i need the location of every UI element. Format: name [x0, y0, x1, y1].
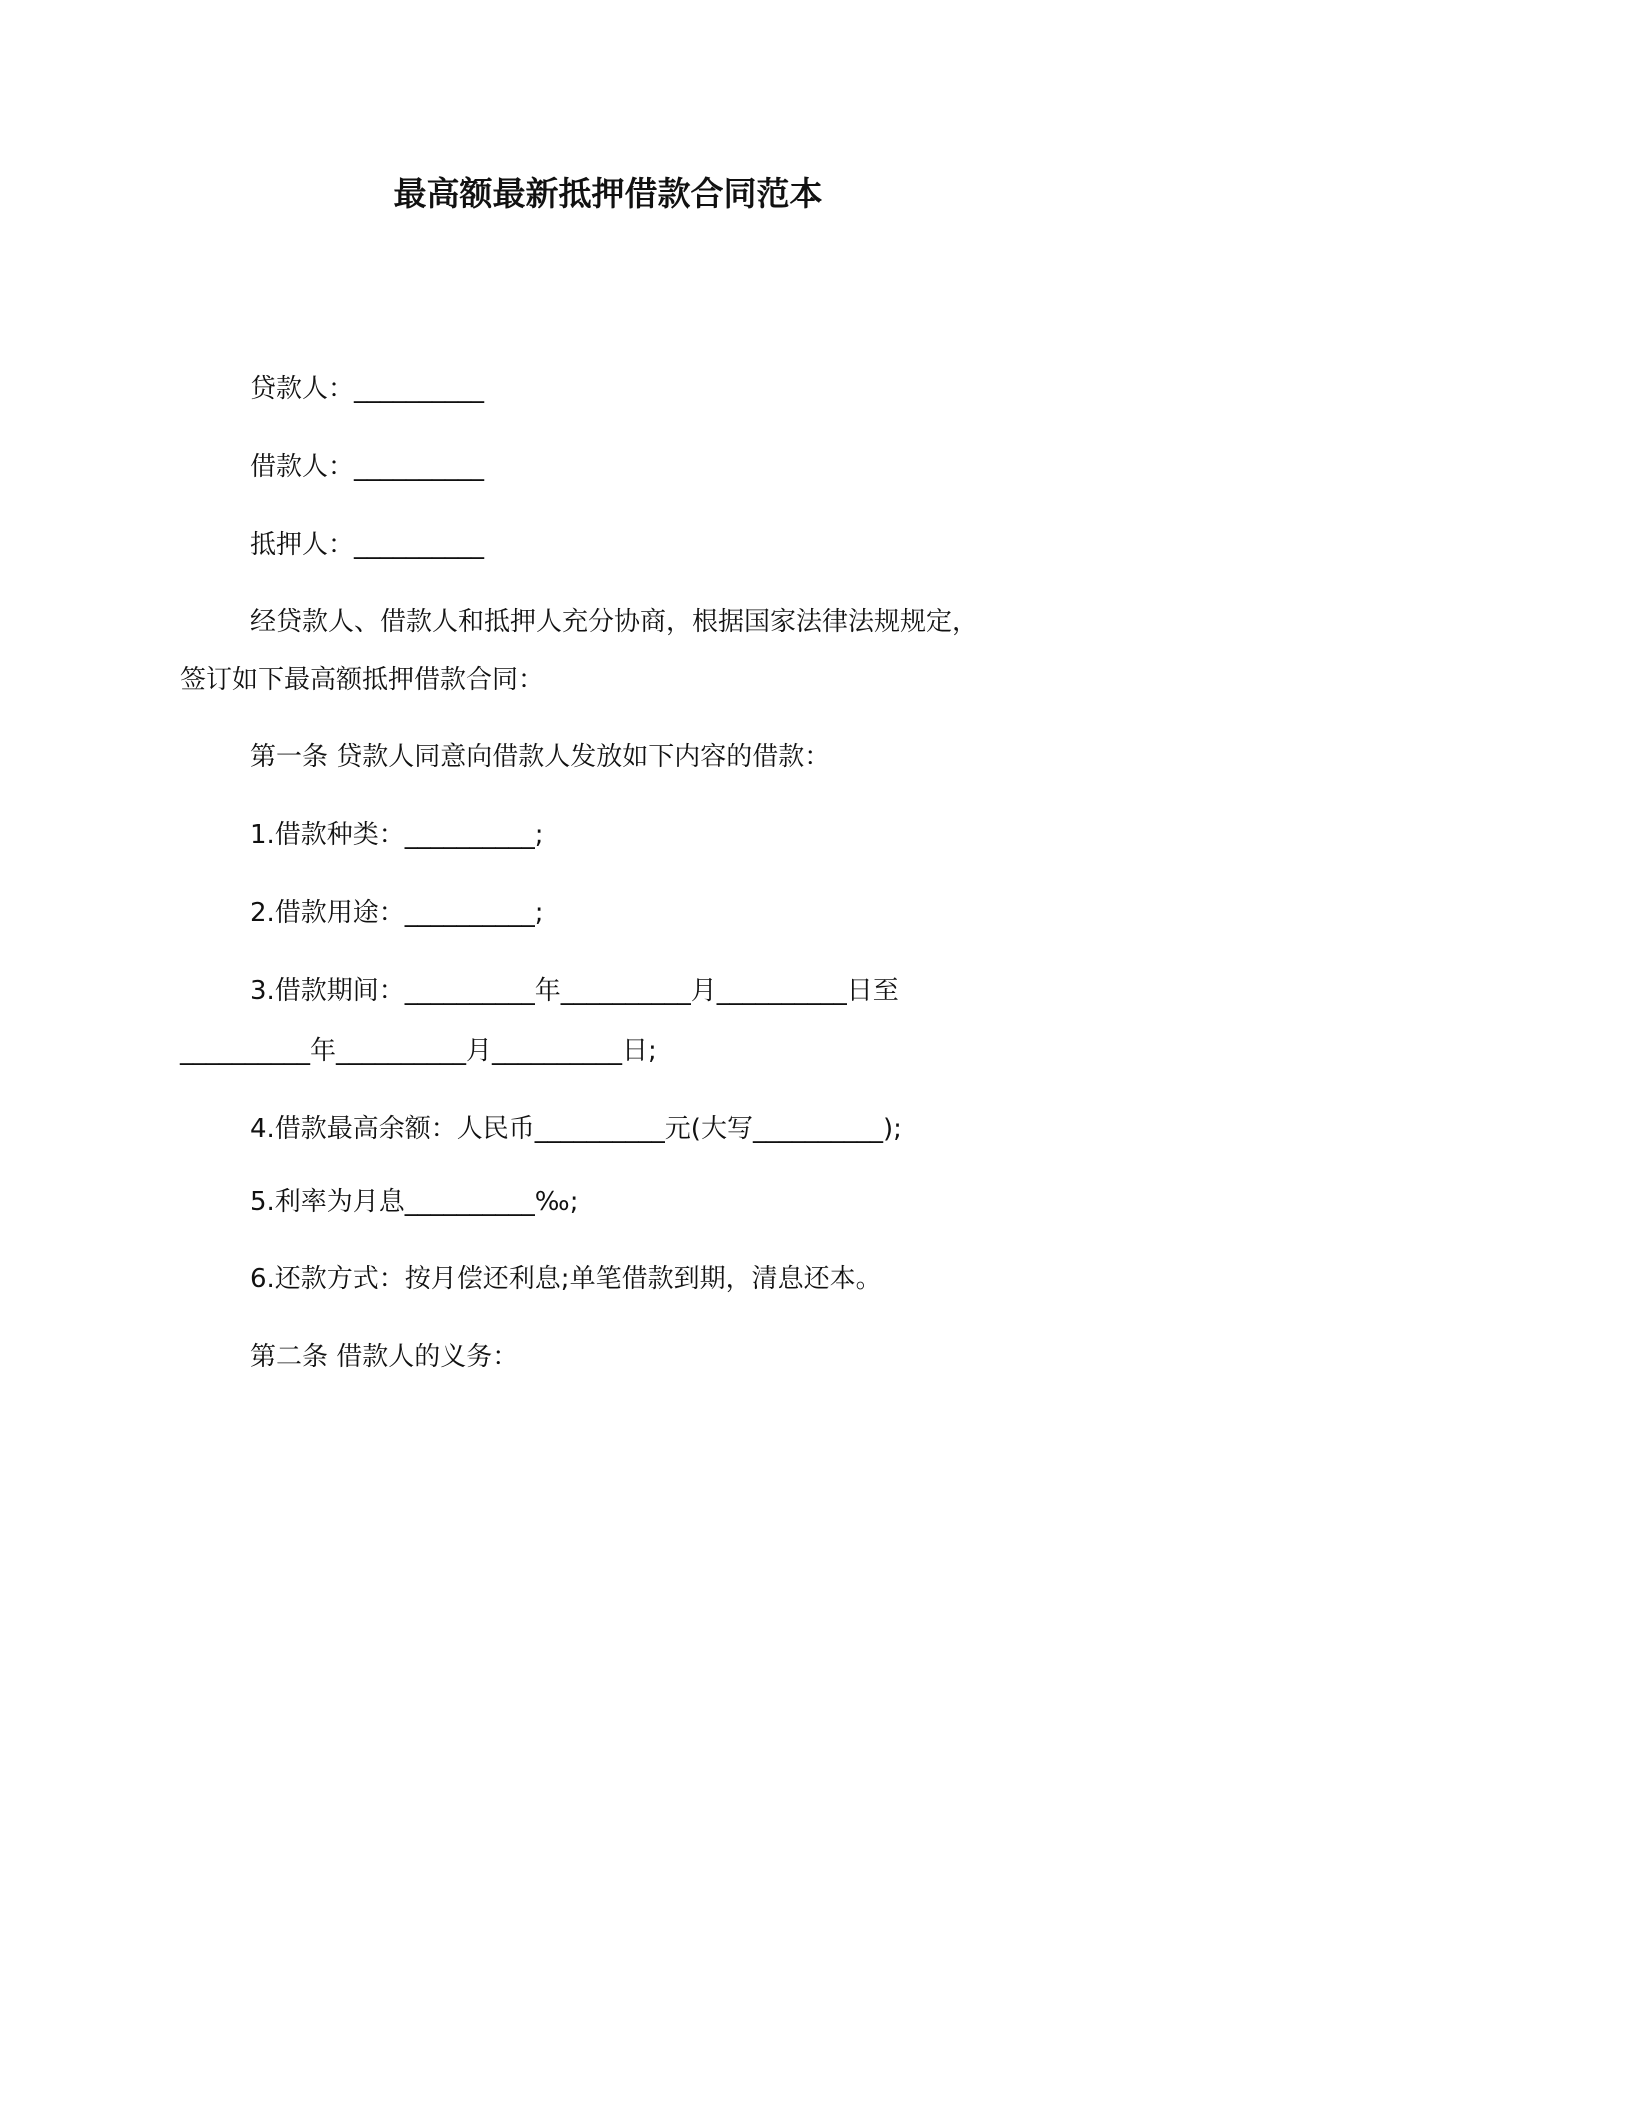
article-two-heading: 第二条 借款人的义务：: [250, 1342, 519, 1372]
max-balance-line: 4.借款最高余额：人民币__________元(大写__________);: [250, 1114, 902, 1144]
document-title: 最高额最新抵押借款合同范本: [393, 174, 823, 213]
borrower-line: 借款人：__________: [250, 452, 485, 482]
loan-period-line-1: 3.借款期间：__________年__________月__________日至: [250, 976, 899, 1006]
article-one-heading: 第一条 贷款人同意向借款人发放如下内容的借款：: [250, 742, 831, 772]
loan-period-line-2: __________年__________月__________日;: [180, 1036, 657, 1066]
preamble-line-1: 经贷款人、借款人和抵押人充分协商，根据国家法律法规规定，: [250, 607, 979, 637]
loan-purpose-line: 2.借款用途：__________;: [250, 898, 544, 928]
interest-rate-line: 5.利率为月息__________‰;: [250, 1187, 579, 1217]
repayment-method-line: 6.还款方式：按月偿还利息;单笔借款到期，清息还本。: [250, 1264, 882, 1294]
mortgagor-line: 抵押人：__________: [250, 530, 485, 560]
preamble-line-2: 签订如下最高额抵押借款合同：: [180, 665, 545, 695]
loan-type-line: 1.借款种类：__________;: [250, 820, 544, 850]
lender-line: 贷款人：__________: [250, 374, 485, 404]
